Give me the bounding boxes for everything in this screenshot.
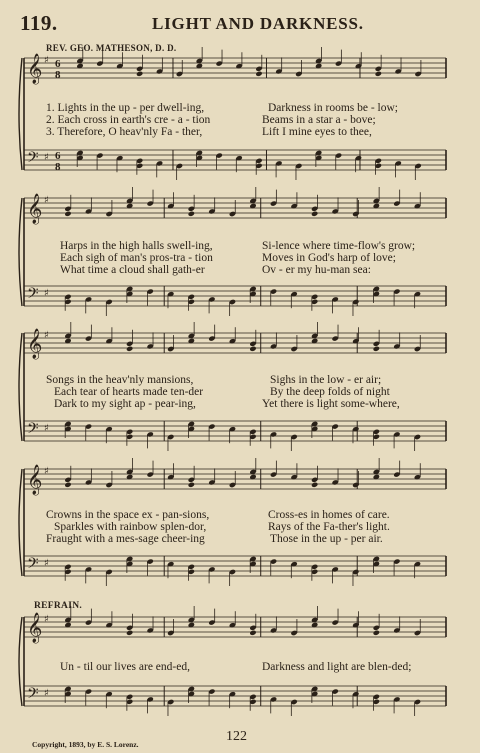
lyric-line: Crowns in the space ex - pan-sions, <box>46 509 210 521</box>
lyric-line: Ov - er my hu-man sea: <box>262 264 371 276</box>
time-signature-top: 6 <box>55 58 61 70</box>
key-signature-sharp: ♯ <box>44 614 49 625</box>
lyric-line: 3. Therefore, O heav'nly Fa - ther, <box>46 126 203 138</box>
lyric-line: 2. Each cross in earth's cre - a - tion <box>46 114 211 126</box>
lyric-line: Each tear of hearts made ten-der <box>54 386 204 398</box>
lyric-line: Rays of the Fa-ther's light. <box>268 521 390 533</box>
note-head <box>249 630 256 636</box>
lyric-line: By the deep folds of night <box>270 386 390 398</box>
note-head <box>311 482 318 488</box>
treble-clef: 𝄞 <box>27 194 43 224</box>
brace <box>19 198 22 306</box>
brace <box>19 333 22 441</box>
lyric-line: Harps in the high halls swell-ing, <box>60 240 213 252</box>
lyric-line: Songs in the heav'nly mansions, <box>46 374 194 386</box>
page-number: 122 <box>226 729 247 744</box>
hymn-author: REV. GEO. MATHESON, D. D. <box>46 43 177 53</box>
note-head <box>375 71 382 77</box>
note-head <box>126 346 133 352</box>
note-head <box>311 211 318 217</box>
bass-clef: 𝄢 <box>27 555 39 576</box>
lyric-line: 1. Lights in the up - per dwell-ing, <box>46 102 205 114</box>
note-head <box>249 346 256 352</box>
time-signature-bottom: 8 <box>55 161 61 173</box>
note-head <box>188 482 195 488</box>
key-signature-sharp: ♯ <box>44 688 49 699</box>
key-signature-sharp: ♯ <box>44 466 49 477</box>
note-head <box>373 346 380 352</box>
treble-clef: 𝄞 <box>27 613 43 643</box>
lyric-line: Dark to my sight ap - pear-ing, <box>54 398 196 410</box>
lyric-line: Sparkles with rainbow splen-dor, <box>54 521 207 533</box>
lyric-line: Fraught with a mes-sage cheer-ing <box>46 533 205 545</box>
brace <box>19 58 22 170</box>
time-signature-top: 6 <box>55 150 61 162</box>
note-head <box>373 630 380 636</box>
lyric-line: Darkness in rooms be - low; <box>268 102 398 114</box>
key-signature-sharp: ♯ <box>44 288 49 299</box>
lyric-line: Those in the up - per air. <box>270 533 383 545</box>
bass-clef: 𝄢 <box>27 285 39 306</box>
bass-clef: 𝄢 <box>27 685 39 706</box>
note-head <box>255 71 262 77</box>
lyric-line: Yet there is light some-where, <box>262 398 400 410</box>
hymn-title: LIGHT AND DARKNESS. <box>152 14 364 33</box>
treble-clef: 𝄞 <box>27 54 43 84</box>
key-signature-sharp: ♯ <box>44 423 49 434</box>
lyric-line: Un - til our lives are end-ed, <box>60 661 190 673</box>
note-head <box>126 630 133 636</box>
key-signature-sharp: ♯ <box>44 55 49 66</box>
note-head <box>64 211 71 217</box>
key-signature-sharp: ♯ <box>44 558 49 569</box>
treble-clef: 𝄞 <box>27 329 43 359</box>
note-head <box>64 482 71 488</box>
lyric-line: What time a cloud shall gath-er <box>60 264 205 276</box>
lyric-line: Sighs in the low - er air; <box>270 374 382 386</box>
bass-clef: 𝄢 <box>27 149 39 170</box>
key-signature-sharp: ♯ <box>44 152 49 163</box>
copyright-notice: Copyright, 1893, by E. S. Lorenz. <box>32 740 139 749</box>
lyric-line: Beams in a star a - bove; <box>262 114 376 126</box>
lyric-line: Each sigh of man's pros-tra - tion <box>60 252 213 264</box>
note-head <box>136 71 143 77</box>
lyric-line: Lift I mine eyes to thee, <box>262 126 372 138</box>
lyric-line: Darkness and light are blen-ded; <box>262 661 412 673</box>
time-signature-bottom: 8 <box>55 69 61 81</box>
brace <box>19 469 22 576</box>
hymn-number: 119. <box>20 11 58 35</box>
brace <box>19 617 22 706</box>
lyric-line: Moves in God's harp of love; <box>262 252 396 264</box>
lyric-line: Si-lence where time-flow's grow; <box>262 240 416 252</box>
bass-clef: 𝄢 <box>27 420 39 441</box>
lyric-line: Cross-es in homes of care. <box>268 509 390 521</box>
key-signature-sharp: ♯ <box>44 330 49 341</box>
note-head <box>188 211 195 217</box>
treble-clef: 𝄞 <box>27 465 43 495</box>
refrain-label: REFRAIN. <box>34 601 83 611</box>
key-signature-sharp: ♯ <box>44 195 49 206</box>
